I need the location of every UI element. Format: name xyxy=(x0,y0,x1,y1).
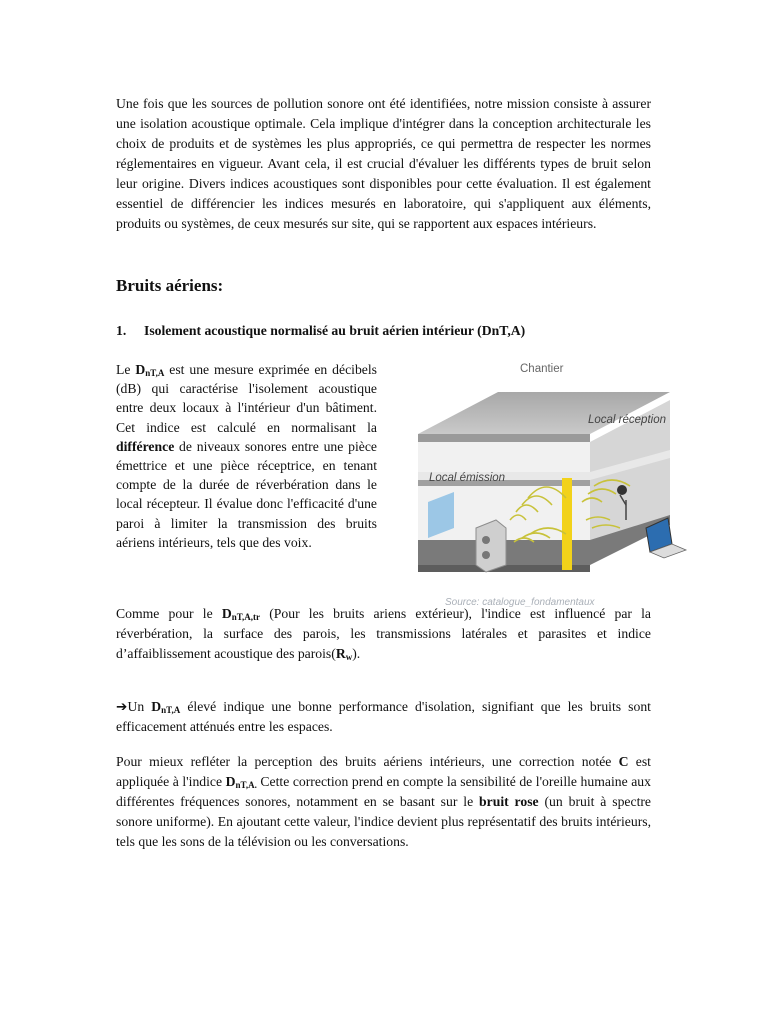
dnta-symbol: $D_{nT,A}$ xyxy=(135,362,165,378)
para2-text-b: ). xyxy=(352,646,361,661)
para3-lead: Un xyxy=(127,699,152,714)
building-section-illustration xyxy=(410,360,690,610)
figure-label-reception: Local réception xyxy=(588,414,666,426)
bold-bruit-rose: bruit rose xyxy=(479,794,539,809)
figure-label-chantier: Chantier xyxy=(520,363,564,375)
correction-paragraph xyxy=(116,752,651,852)
dnta-symbol-3: $D_{nT,A.}$ xyxy=(225,774,257,790)
para2-text-a: (Pour les bruits ariens extérieur), l'indice est influencé par la réverbération, la surface des parois, les transmissions latérales et parasites et indice d’affaiblissement acoustique des parois( xyxy=(116,606,651,661)
performance-paragraph xyxy=(116,697,651,737)
para4-text-b: est appliquée à l'indice xyxy=(116,754,651,789)
subsection-title: Isolement acoustique normalisé au bruit aérien intérieur (DnT,A) xyxy=(144,323,526,338)
para1-text-a: est une mesure exprimée en décibels (dB) qui caractérise l'isolement acoustique entre deux locaux à l'intérieur d'un bâtiment. Cet indice est calculé en normalisant la xyxy=(116,362,377,435)
rw-symbol: $R_w$ xyxy=(335,646,353,662)
c-symbol: C xyxy=(618,754,629,769)
para4-text-c: Cette correction prend en compte la sensibilité de l'oreille humaine aux différentes fréquences sonores, notamment en se basant sur le xyxy=(116,774,651,809)
intro-paragraph: Une fois que les sources de pollution sonore ont été identifiées, notre mission consiste à assurer une isolation acoustique optimale. Cela implique d'intégrer dans la conception architecturale les choix de produits et de systèmes les plus appropriés, ce qui permettra de respecter les normes réglementaires en vigueur. Avant cela, il est crucial d'évaluer les différents types de bruit selon leur origine. Divers indices acoustiques sont disponibles pour cette évaluation. Il est également essentiel de différencier les indices mesurés en laboratoire, qui s'appliquent aux éléments, produits ou systèmes, de ceux mesurés sur site, qui se rapportent aux espaces intérieurs. xyxy=(116,96,651,231)
dnta-definition-paragraph xyxy=(116,360,377,552)
acoustic-figure xyxy=(410,360,690,610)
para4-text-d: (un bruit à spectre sonore uniforme). En ajoutant cette valeur, l'indice devient plus représentatif des bruits intérieurs, tels que les sons de la télévision ou les conversations. xyxy=(116,794,652,849)
subsection-heading xyxy=(116,323,525,339)
subsection-number: 1. xyxy=(116,323,127,338)
para3-text: élevé indique une bonne performance d'isolation, signifiant que les bruits sont efficacement atténués entre les espaces. xyxy=(116,699,651,734)
figure-label-emission: Local émission xyxy=(429,472,506,484)
para1-text-b: de niveaux sonores entre une pièce émettrice et une pièce réceptrice, en tenant compte de la durée de réverbération dans le local récepteur. Il évalue donc l'efficacité d'une paroi à limiter la transmission des bruits aériens intérieurs, tels que des voix. xyxy=(116,438,377,550)
para1-lead: Le xyxy=(116,362,136,377)
reverberation-paragraph xyxy=(116,604,651,664)
dntatr-symbol: $D_{nT,A,tr}$ xyxy=(221,606,261,622)
flanking-path-beam xyxy=(562,478,572,570)
section-heading: Bruits aériens: xyxy=(116,276,224,295)
para4-text-a: Pour mieux refléter la perception des bruits aériens intérieurs, une correction notée xyxy=(116,754,619,769)
arrow-icon: ➔ xyxy=(116,699,128,714)
dnta-symbol-2: $D_{nT,A}$ xyxy=(151,699,181,715)
bold-difference: différence xyxy=(116,438,175,454)
para2-lead: Comme pour le xyxy=(116,606,222,621)
figure-source-caption: Source: catalogue_fondamentaux xyxy=(445,597,595,608)
